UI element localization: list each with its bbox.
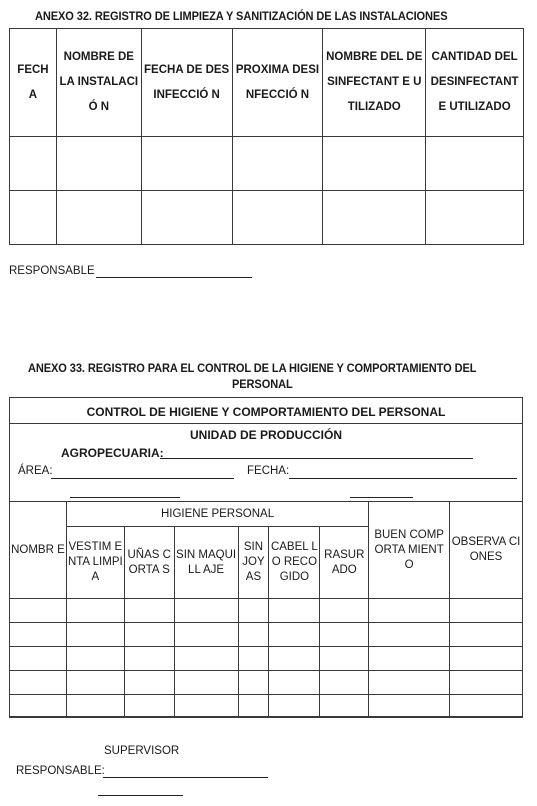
table-cell[interactable] [320, 599, 369, 623]
agropecuaria-label: AGROPECUARIA: [61, 446, 164, 460]
area-input-line[interactable] [51, 478, 234, 479]
column-header-cabello-recogido: CABEL LO RECO GIDO [269, 527, 320, 599]
table-cell[interactable] [269, 623, 320, 647]
table-cell[interactable] [141, 137, 232, 191]
responsable-label-32: RESPONSABLE [9, 265, 95, 277]
table-cell[interactable] [450, 695, 523, 718]
table-cell[interactable] [124, 647, 174, 671]
column-header-vestimenta-limpia: VESTIM ENTA LIMPIA [66, 527, 124, 599]
table-cell[interactable] [369, 599, 450, 623]
anexo-33-table [9, 501, 523, 718]
column-header-nombre: NOMBR E [10, 502, 67, 599]
column-header-buen-comportamiento: BUEN COMPORTA MIENTO [369, 502, 450, 599]
supervisor-label: SUPERVISOR [104, 745, 180, 757]
table-cell[interactable] [232, 191, 323, 245]
unidad-produccion-label: UNIDAD DE PRODUCCIÓN [189, 428, 342, 442]
fecha-input-line[interactable] [289, 478, 517, 479]
table-cell[interactable] [269, 671, 320, 695]
table-cell[interactable] [174, 695, 238, 718]
responsable-signature-line-33[interactable] [103, 777, 268, 778]
table-cell[interactable] [238, 623, 269, 647]
table-cell[interactable] [66, 695, 124, 718]
column-header-proxima-desinfeccion: PROXIMA DESINFECCIÓ N [232, 29, 323, 137]
table-cell[interactable] [323, 191, 426, 245]
table-cell[interactable] [66, 599, 124, 623]
table-cell[interactable] [238, 671, 269, 695]
table-cell[interactable] [238, 647, 269, 671]
table-cell[interactable] [320, 671, 369, 695]
table-cell[interactable] [238, 695, 269, 718]
column-header-fecha-desinfeccion: FECHA DE DESINFECCIÓ N [141, 29, 232, 137]
anexo-32-table [9, 28, 524, 245]
table-cell[interactable] [56, 137, 141, 191]
table-cell[interactable] [10, 191, 57, 245]
table-cell[interactable] [141, 191, 232, 245]
table-cell[interactable] [174, 671, 238, 695]
column-header-rasurado: RASUR ADO [320, 527, 369, 599]
column-header-fecha: FECH A [10, 29, 57, 137]
column-header-sin-joyas: SIN JOY AS [238, 527, 269, 599]
table-cell[interactable] [124, 623, 174, 647]
table-cell[interactable] [269, 599, 320, 623]
responsable-signature-line-32[interactable] [96, 277, 252, 278]
table-cell[interactable] [10, 647, 67, 671]
table-cell[interactable] [320, 647, 369, 671]
table-cell[interactable] [450, 623, 523, 647]
table-row [10, 191, 524, 245]
column-header-nombre-instalacion: NOMBRE DE LA INSTALACIÓ N [56, 29, 141, 137]
table-row [10, 599, 523, 623]
table-cell[interactable] [269, 695, 320, 718]
table-cell[interactable] [320, 695, 369, 718]
table-cell[interactable] [426, 137, 524, 191]
fecha-label: FECHA: [247, 465, 290, 477]
table-cell[interactable] [10, 137, 57, 191]
table-cell[interactable] [320, 623, 369, 647]
table-cell[interactable] [238, 599, 269, 623]
table-cell[interactable] [10, 599, 67, 623]
column-header-sin-maquillaje: SIN MAQUILL AJE [174, 527, 238, 599]
group-header-higiene-personal: HIGIENE PERSONAL [66, 502, 368, 527]
table-cell[interactable] [174, 647, 238, 671]
table-row [10, 647, 523, 671]
anexo-33-title-line2: PERSONAL [232, 377, 293, 391]
table-cell[interactable] [124, 599, 174, 623]
table-cell[interactable] [232, 137, 323, 191]
column-header-nombre-desinfectante: NOMBRE DEL DESINFECTANT E UTILIZADO [323, 29, 426, 137]
table-cell[interactable] [124, 695, 174, 718]
table-cell[interactable] [66, 623, 124, 647]
divider [9, 423, 523, 424]
table-cell[interactable] [369, 647, 450, 671]
table-header-row [10, 29, 524, 137]
agropecuaria-input-line[interactable] [160, 458, 473, 459]
table-cell[interactable] [10, 695, 67, 718]
table-row [10, 671, 523, 695]
table-cell[interactable] [269, 647, 320, 671]
table-cell[interactable] [174, 599, 238, 623]
column-header-unas-cortas: UÑAS CORTA S [124, 527, 174, 599]
table-row [10, 623, 523, 647]
table-header-row [10, 502, 523, 527]
table-cell[interactable] [450, 671, 523, 695]
table-cell[interactable] [124, 671, 174, 695]
table-row [10, 695, 523, 718]
anexo-32-title: ANEXO 32. REGISTRO DE LIMPIEZA Y SANITIZACIÓN DE LAS INSTALACIONES [35, 9, 448, 23]
table-cell[interactable] [369, 695, 450, 718]
control-box-title: CONTROL DE HIGIENE Y COMPORTAMIENTO DEL PERSONAL [86, 405, 446, 419]
signature-line-extra[interactable] [98, 795, 183, 796]
fecha-underline-extra [350, 497, 413, 498]
area-underline-extra [70, 497, 180, 498]
column-header-cantidad-desinfectante: CANTIDAD DEL DESINFECTANT E UTILIZADO [426, 29, 524, 137]
table-cell[interactable] [323, 137, 426, 191]
table-cell[interactable] [10, 671, 67, 695]
table-cell[interactable] [174, 623, 238, 647]
responsable-label-33: RESPONSABLE: [16, 765, 105, 777]
table-cell[interactable] [56, 191, 141, 245]
table-cell[interactable] [369, 671, 450, 695]
area-label: ÁREA: [18, 465, 53, 477]
table-cell[interactable] [426, 191, 524, 245]
table-row [10, 137, 524, 191]
table-cell[interactable] [369, 623, 450, 647]
table-cell[interactable] [66, 647, 124, 671]
table-cell[interactable] [450, 599, 523, 623]
table-cell[interactable] [10, 623, 67, 647]
table-cell[interactable] [66, 671, 124, 695]
table-cell[interactable] [450, 647, 523, 671]
column-header-observaciones: OBSERVA CIONES [450, 502, 523, 599]
anexo-33-title: ANEXO 33. REGISTRO PARA EL CONTROL DE LA HIGIENE Y COMPORTAMIENTO DEL [28, 361, 477, 375]
